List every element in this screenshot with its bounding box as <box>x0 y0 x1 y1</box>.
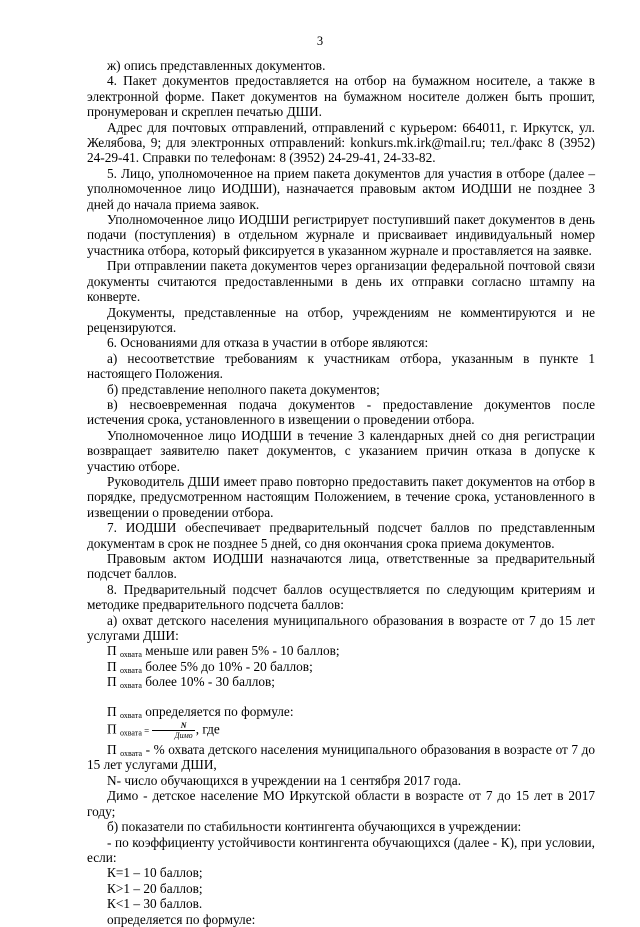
paragraph-postal: При отправлении пакета документов через организации федеральной почтовой связи документы считаются предоставленными в день их отправки согласно штампу на конверте. <box>87 258 595 305</box>
document-body <box>87 58 595 927</box>
formula-fraction: $\frac{N}{\text{Димо}}$ <box>152 721 194 740</box>
formula-equation: П $_{охвата}$ = $\frac{N}{\text{Димо}}$ , где <box>107 721 220 741</box>
paragraph-5: 5. Лицо, уполномоченное на прием пакета документов для участия в отборе (далее – уполномоченное лицо ИОДШИ), назначается правовым актом ИОДШИ не позднее 3 дней до начала приема заявок. <box>87 165 595 212</box>
paragraph-8b: б) показатели по стабильности контингента обучающихся в учреждении: <box>107 819 522 835</box>
coefficient-row-2: К>1 – 20 баллов; <box>107 880 203 896</box>
paragraph-6a: а) несоответствие требованиям к участникам отбора, указанным в пункте 1 настоящего Положения. <box>87 350 595 382</box>
paragraph-no-comment: Документы, представленные на отбор, учреждениям не комментируются и не рецензируются. <box>87 304 595 335</box>
paragraph-address: Адрес для почтовых отправлений, отправлений с курьером: 664011, г. Иркутск, ул. Желябова, 9; для электронных отправлений: konkurs.mk.irk@mail.ru; тел./факс 8 (3952) 24-29-41. Справки по телефонам: 8 (3952) 24-29-41, 24-33-82. <box>87 119 595 166</box>
paragraph-8a: а) охват детского населения муниципального образования в возрасте от 7 до 15 лет услугами ДШИ: <box>87 612 595 644</box>
paragraph-6: 6. Основаниями для отказа в участии в отборе являются: <box>107 335 429 351</box>
criterion-row-3: П $_{охвата}$ более 10% - 30 баллов; <box>107 674 275 691</box>
criterion-row-1: П $_{охвата}$ меньше или равен 5% - 10 баллов; <box>107 643 340 660</box>
coefficient-row-1: К=1 – 10 баллов; <box>107 865 203 881</box>
paragraph-8: 8. Предварительный подсчет баллов осуществляется по следующим критериям и методике предварительного подсчета баллов: <box>87 581 595 613</box>
page-number: 3 <box>316 34 324 48</box>
paragraph-resubmit: Руководитель ДШИ имеет право повторно предоставить пакет документов на отбор в порядке, предусмотренном настоящим Положением, в течение срока, установленного в извещении о проведении отбора. <box>87 473 595 520</box>
formula-description: П $_{охвата}$ - % охвата детского населения муниципального образования в возрасте от 7 до 15 лет услугами ДШИ, <box>87 742 595 773</box>
paragraph-return: Уполномоченное лицо ИОДШИ в течение 3 календарных дней со дня регистрации возвращает заявителю пакет документов, с указанием причин отказа в допуске к участию отборе. <box>87 427 595 474</box>
paragraph-6b: б) представление неполного пакета документов; <box>107 381 380 397</box>
criterion-row-2: П $_{охвата}$ более 5% до 10% - 20 баллов; <box>107 658 313 675</box>
formula-dimo-definition: Димо - детское население МО Иркутской области в возрасте от 7 до 15 лет в 2017 году; <box>87 788 595 819</box>
formula-n-definition: N- число обучающихся в учреждении на 1 сентября 2017 года. <box>107 772 462 788</box>
paragraph-6c: в) несвоевременная подача документов - предоставление документов после истечения срока, установленного в извещении о проведении отбора. <box>87 396 595 428</box>
coefficient-row-3: К<1 – 30 баллов. <box>107 896 203 912</box>
paragraph-inventory: ж) опись представленных документов. <box>107 58 326 73</box>
coefficient-formula-intro: определяется по формуле: <box>107 911 256 927</box>
formula-intro: П $_{охвата}$ определяется по формуле: <box>107 703 294 720</box>
paragraph-7: 7. ИОДШИ обеспечивает предварительный подсчет баллов по представленным документам в срок не позднее 5 дней, со дня окончания срока приема документов. <box>87 520 595 551</box>
paragraph-4: 4. Пакет документов предоставляется на отбор на бумажном носителе, а также в электронной форме. Пакет документов на бумажном носителе должен быть прошит, пронумерован и скреплен печатью ДШИ. <box>87 73 595 120</box>
spacer <box>87 690 595 704</box>
paragraph-registration: Уполномоченное лицо ИОДШИ регистрирует поступивший пакет документов в день подачи (поступления) в отдельном журнале и присваивает индивидуальный номер участника отбора, который фиксируется в указанном журнале и проставляется на заявке. <box>87 212 595 258</box>
coefficient-intro: - по коэффициенту устойчивости контингента обучающихся (далее - К), при условии, если: <box>87 834 595 865</box>
paragraph-responsible: Правовым актом ИОДШИ назначаются лица, ответственные за предварительный подсчет баллов. <box>87 551 595 582</box>
